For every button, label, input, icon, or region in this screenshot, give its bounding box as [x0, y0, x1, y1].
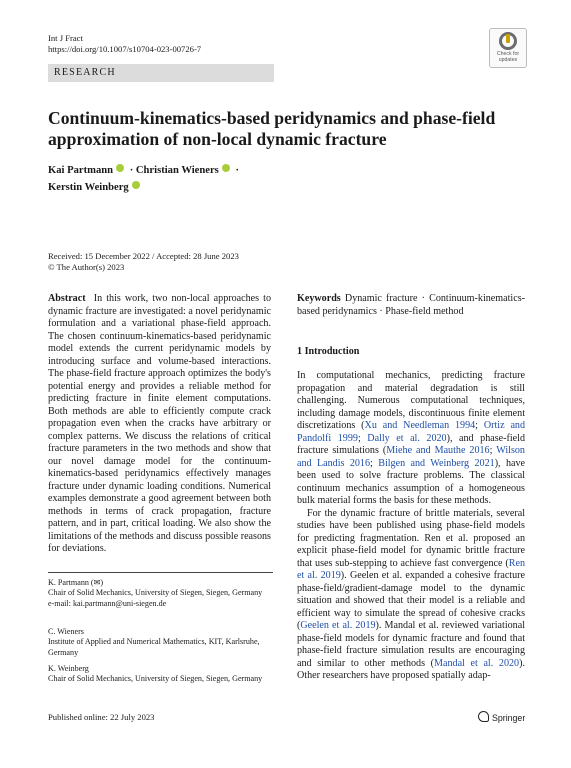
- introduction-body: [297, 370, 525, 683]
- affiliation-address: Chair of Solid Mechanics, University of Siegen, Siegen, Germany: [48, 674, 263, 684]
- keywords: [297, 293, 525, 318]
- citation-link[interactable]: Bilgen and Weinberg 2021: [378, 457, 495, 469]
- update-icon: [499, 32, 517, 50]
- affiliation-author: K. Partmann (✉): [48, 578, 104, 587]
- check-updates-line-2: updates: [498, 57, 518, 63]
- citation-link[interactable]: Ortiz and Pandolfi 1999: [297, 420, 526, 444]
- article-title: Continuum-kinematics-based peridynamics and phase-field approximation of non-local dynamic fracture: [48, 108, 496, 149]
- citation-link[interactable]: Mandal et al. 2020: [434, 657, 520, 669]
- affiliation-block: [48, 664, 273, 685]
- author-list: Kai Partmann · Christian Wieners · Kerstin Weinberg: [48, 165, 239, 193]
- affiliation-author: K. Weinberg: [48, 664, 89, 673]
- abstract-text: In this work, two non-local approaches to dynamic fracture are investigated: a novel peridynamic formulation and a variational phase-field approach. The chosen continuum-kinematics-based peridynamic model extends the current peridynamic models by introducing surface and volume-based interactions. The phase-field fracture approach optimizes the body's potential energy and provides a reliable method for predicting fracture in finite element computations. Both methods are able to efficiently compute crack propagation even when the cracks have arbitrary or complex patterns. We discuss the relations of critical fracture parameters in the two methods and show that our novel damage model for the continuum-kinematics-based peridynamics effectively manages fracture under dynamic loading conditions. Numerical examples demonstrate a good agreement between both methods in terms of crack propagation, fracture pattern, and in part, critical loading. We also show the limitations of the methods and discuss possible reasons for deviations.: [48, 293, 271, 554]
- orcid-icon[interactable]: [132, 181, 140, 189]
- check-for-updates-badge[interactable]: [489, 28, 527, 68]
- affiliation-address: Chair of Solid Mechanics, University of Siegen, Siegen, Germany: [48, 588, 263, 598]
- abstract-label: Abstract: [48, 293, 86, 304]
- received-accepted: Received: 15 December 2022 / Accepted: 28 June 2023: [48, 251, 239, 261]
- affiliation-address: Institute of Applied and Numerical Mathematics, KIT, Karlsruhe, Germany: [48, 637, 260, 657]
- paragraph: For the dynamic fracture of brittle materials, several studies have been published using phase-field models for predicting fragmentation. Ren et al. proposed an explicit phase-field model for dynamic brittle fracture that uses sub-stepping to achieve fast convergence (Ren et al. 2019). Geelen et al. expanded a cohesive fracture phase-field/gradient-damage model to the dynamic situation and showed that their model is a reliable and efficient way to simulate the spread of cohesive cracks (Geelen et al. 2019). Mandal et al. reviewed variational phase-field models for dynamic fracture and found that phase-field fracture simulation results are encouraging and similar to other methods (Mandal et al. 2020). Other researchers have proposed spatially adap-: [297, 507, 526, 681]
- affiliation-author: C. Wieners: [48, 627, 84, 636]
- author-name[interactable]: Christian Wieners: [135, 165, 219, 176]
- citation-link[interactable]: Miehe and Mauthe 2016: [386, 445, 490, 456]
- affiliation-block: [48, 627, 273, 658]
- citation-link[interactable]: Geelen et al. 2019: [300, 620, 376, 631]
- citation-link[interactable]: Dally et al. 2020: [367, 432, 447, 444]
- author-name[interactable]: Kerstin Weinberg: [48, 182, 129, 193]
- orcid-icon[interactable]: [116, 164, 124, 172]
- orcid-icon[interactable]: [222, 164, 230, 172]
- abstract: [48, 293, 271, 556]
- affiliation-divider: [48, 572, 273, 573]
- springer-horse-icon: [478, 711, 489, 722]
- affiliation-email[interactable]: e-mail: kai.partmann@uni-siegen.de: [48, 598, 167, 608]
- citation-link[interactable]: Wilson and Landis 2016: [297, 445, 525, 469]
- paragraph: In computational mechanics, predicting fracture propagation and material degradation is still challenging. Numerous computational techniques, including damage models, discontinuous finite element discretizations (Xu and Needleman 1994; Ortiz and Pandolfi 1999; Dally et al. 2020), and phase-field fracture simulations (Miehe and Mauthe 2016; Wilson and Landis 2016; Bilgen and Weinberg 2021), have been used to solve fracture problems. The classical continuum mechanics assumption of a homogeneous bulk material forms the basis for these methods.: [297, 370, 526, 506]
- section-bar: [48, 64, 274, 82]
- check-updates-line-1: Check for: [496, 51, 520, 57]
- keywords-text: Dynamic fracture · Continuum-kinematics-based peridynamics · Phase-field method: [297, 293, 525, 317]
- author-name[interactable]: Kai Partmann: [48, 165, 114, 176]
- article-dates: [48, 251, 239, 273]
- affiliation-block: [48, 578, 273, 609]
- citation-link[interactable]: Ren et al. 2019: [297, 557, 525, 581]
- keywords-label: Keywords: [297, 293, 341, 304]
- doi-link[interactable]: https://doi.org/10.1007/s10704-023-00726-7: [48, 44, 202, 54]
- copyright: © The Author(s) 2023: [48, 262, 125, 272]
- published-date: Published online: 22 July 2023: [48, 712, 155, 722]
- publisher-name: Springer: [492, 713, 526, 723]
- journal-info: [48, 33, 201, 55]
- publisher-logo: [478, 711, 525, 723]
- citation-link[interactable]: Xu and Needleman 1994: [364, 420, 476, 431]
- section-heading: 1 Introduction: [297, 346, 360, 357]
- journal-name: Int J Fract: [48, 33, 83, 43]
- section-label: RESEARCH: [54, 67, 116, 78]
